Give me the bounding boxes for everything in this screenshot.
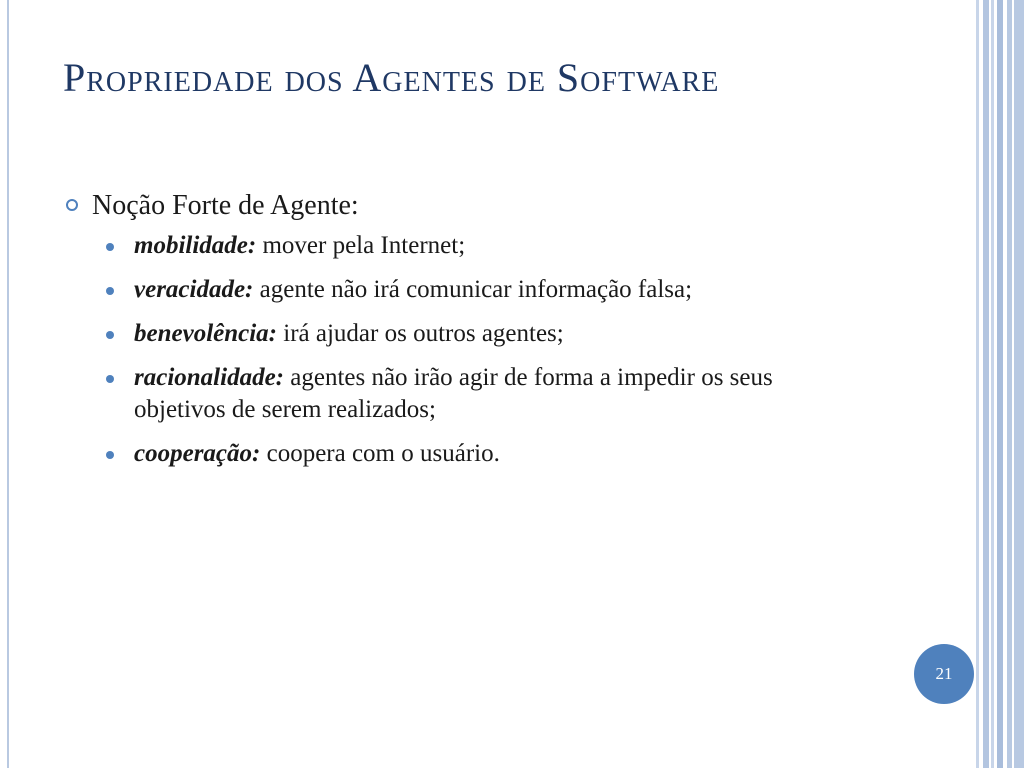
- ring-bullet-icon: [66, 199, 78, 211]
- item-term: veracidade:: [134, 276, 254, 303]
- item-text: coopera com o usuário.: [260, 440, 500, 467]
- list-item: [66, 318, 866, 350]
- page-number-badge: [914, 644, 974, 704]
- dot-bullet-icon: [106, 243, 114, 251]
- main-bullet: [66, 186, 866, 226]
- dot-bullet-icon: [106, 451, 114, 459]
- right-stripe-gap: [1012, 0, 1014, 768]
- slide-title: Propriedade dos Agentes de Software: [63, 55, 720, 100]
- main-bullet-text: Noção Forte de Agente:: [92, 190, 359, 221]
- item-text: irá ajudar os outros agentes;: [277, 320, 564, 347]
- list-item: [66, 230, 866, 262]
- list-item: [66, 274, 866, 306]
- item-term: racionalidade:: [134, 364, 284, 391]
- dot-bullet-icon: [106, 331, 114, 339]
- dot-bullet-icon: [106, 375, 114, 383]
- right-stripe: [976, 0, 979, 768]
- list-item: [66, 438, 866, 470]
- right-stripe: [997, 0, 1003, 768]
- slide-content: [66, 186, 866, 482]
- left-border-line: [7, 0, 9, 768]
- sub-bullet-list: [66, 230, 866, 470]
- right-stripe: [1007, 0, 1024, 768]
- item-text: mover pela Internet;: [256, 232, 466, 259]
- list-item: [66, 362, 866, 426]
- item-term: benevolência:: [134, 320, 278, 347]
- dot-bullet-icon: [106, 287, 114, 295]
- right-stripe: [991, 0, 994, 768]
- right-stripe: [983, 0, 989, 768]
- item-term: cooperação:: [134, 440, 261, 467]
- item-term: mobilidade:: [134, 232, 257, 259]
- page-number: 21: [935, 664, 953, 683]
- item-text: agentes não irão agir de forma a impedir os seus objetivos de serem realizados;: [134, 364, 773, 423]
- item-text: agente não irá comunicar informação falsa;: [253, 276, 693, 303]
